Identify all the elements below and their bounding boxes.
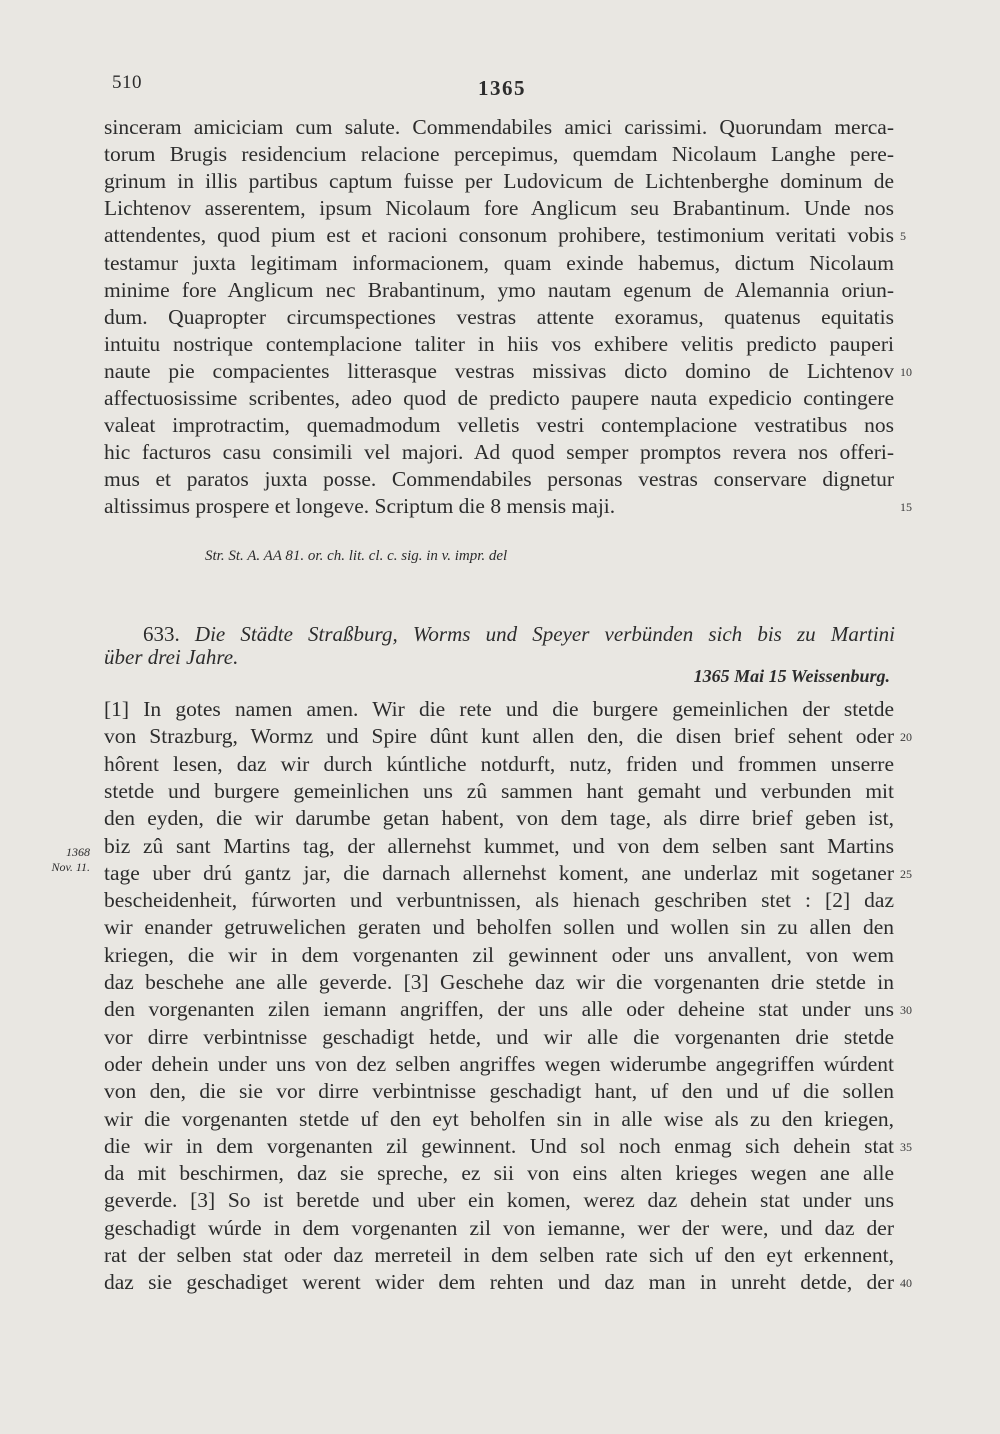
- line-number: 5: [900, 229, 906, 244]
- line-number: 10: [900, 364, 912, 379]
- line-number: 35: [900, 1139, 912, 1154]
- text-line: oder dehein under uns von dez selben angriffes wegen widerumbe angegriffen wúrdent: [104, 1051, 894, 1076]
- source-note: Str. St. A. AA 81. or. ch. lit. cl. c. sig. in v. impr. del: [205, 548, 508, 564]
- running-header-year: 1365: [478, 76, 526, 100]
- text-line: attendentes, quod pium est et racioni consonum prohibere, testimonium veritati vobis: [104, 223, 894, 248]
- line-number: 40: [900, 1276, 912, 1291]
- text-line: die wir in dem vorgenanten zil gewinnent. Und sol noch enmag sich dehein stat: [104, 1133, 894, 1158]
- document-number: 633.: [143, 622, 180, 646]
- text-line: minime fore Anglicum nec Brabantinum, ymo nautam egenum de Alemannia oriun-: [104, 277, 894, 302]
- text-line: bescheidenheit, fúrworten und verbuntnissen, als hienach geschriben stet : [2] daz: [104, 888, 894, 913]
- text-line: affectuosissime scribentes, adeo quod de predicto paupere nauta expedicio contingere: [104, 386, 894, 410]
- text-line: von Strazburg, Wormz und Spire dûnt kunt allen den, die disen brief sehent oder: [104, 724, 894, 749]
- document-title-line2: über drei Jahre.: [104, 645, 239, 669]
- document-title-line1: Die Städte Straßburg, Worms und Speyer verbünden sich bis zu Martini: [194, 622, 896, 646]
- text-line: valeat improtractim, quemadmodum velletis vestri contemplacione vestratibus nos: [104, 413, 894, 438]
- text-line: daz beschehe ane alle geverde. [3] Geschehe daz wir die vorgenanten drie stetde in: [104, 970, 894, 994]
- text-line: wir enander getruwelichen geraten und beholfen sollen und wollen sin zu allen den: [104, 915, 894, 940]
- page-number: 510: [112, 72, 142, 93]
- text-line: torum Brugis residencium relacione percepimus, quemdam Nicolaum Langhe pere-: [104, 142, 894, 167]
- text-line: intuitu nostrique contemplacione taliter in hiis vos exhibere velitis predicto pauperi: [104, 331, 894, 356]
- text-line: von den, die sie vor dirre verbintnisse geschadigt hant, uf den und uf die sollen: [104, 1079, 894, 1104]
- text-line: altissimus prospere et longeve. Scriptum die 8 mensis maji.: [104, 494, 616, 519]
- text-line: stetde und burgere gemeinlichen uns zû sammen hant gemaht und verbunden mit: [104, 778, 894, 803]
- text-line: vor dirre verbintnisse geschadigt hetde, und wir alle die vorgenanten drie stetde: [104, 1024, 894, 1049]
- text-line: den vorgenanten zilen iemann angriffen, der uns alle oder deheine stat under uns: [104, 997, 894, 1022]
- line-number: 30: [900, 1003, 912, 1018]
- text-line: grinum in illis partibus captum fuisse per Ludovicum de Lichtenberghe dominum de: [104, 169, 894, 194]
- text-line: rat der selben stat oder daz merreteil in dem selben rate sich uf den eyt erkennent,: [104, 1243, 894, 1267]
- text-line: dum. Quapropter circumspectiones vestras attente exoramus, quatenus equitatis: [104, 304, 894, 329]
- text-line: mus et paratos juxta posse. Commendabiles personas vestras conservare dignetur: [104, 467, 894, 492]
- side-note-year: 1368: [66, 845, 90, 859]
- text-line: hic facturos casu consimili vel majori. Ad quod semper promptos revera nos offeri-: [104, 440, 894, 465]
- text-line: wir die vorgenanten stetde uf den eyt beholfen sin in alle wise als zu den kriegen,: [104, 1106, 894, 1131]
- side-note-day: Nov. 11.: [51, 860, 90, 874]
- line-number: 25: [900, 866, 912, 881]
- text-line: naute pie compacientes litterasque vestras missivas dicto domino de Lichtenov: [104, 358, 894, 383]
- text-line: Lichtenov asserentem, ipsum Nicolaum fore Anglicum seu Brabantinum. Unde nos: [104, 196, 894, 221]
- text-line: kriegen, die wir in dem vorgenanten zil gewinnent oder uns anvallent, von wem: [104, 942, 894, 967]
- text-line: tage uber drú gantz jar, die darnach allernehst koment, ane underlaz mit sogetaner: [104, 860, 894, 885]
- side-note-date: [30, 845, 90, 875]
- text-line: testamur juxta legitimam informacionem, quam exinde habemus, dictum Nicolaum: [104, 250, 894, 275]
- document-date-place: 1365 Mai 15 Weissenburg.: [693, 666, 890, 686]
- document-heading: [143, 622, 895, 647]
- text-line: [1] In gotes namen amen. Wir die rete und die burgere gemeinlichen der stetde: [104, 697, 894, 721]
- text-line: geschadigt wúrde in dem vorgenanten zil von iemanne, wer der were, und daz der: [104, 1215, 894, 1240]
- text-line: geverde. [3] So ist beretde und uber ein komen, werez daz dehein stat under uns: [104, 1188, 894, 1213]
- text-line: biz zû sant Martins tag, der allernehst kummet, und von dem selben sant Martins: [104, 833, 894, 858]
- line-number: 15: [900, 500, 912, 515]
- text-line: den eyden, die wir darumbe getan habent, von dem tage, als dirre brief geben ist,: [104, 806, 894, 831]
- text-line: hôrent lesen, daz wir durch kúntliche notdurft, nutz, friden und frommen unserre: [104, 751, 894, 776]
- text-line: da mit beschirmen, daz sie spreche, ez sii von eins alten krieges wegen ane alle: [104, 1161, 894, 1186]
- text-line: sinceram amiciciam cum salute. Commendabiles amici carissimi. Quorundam merca-: [104, 115, 894, 139]
- line-number: 20: [900, 730, 912, 745]
- text-line: daz sie geschadiget werent wider dem rehten und daz man in unreht detde, der: [104, 1270, 894, 1295]
